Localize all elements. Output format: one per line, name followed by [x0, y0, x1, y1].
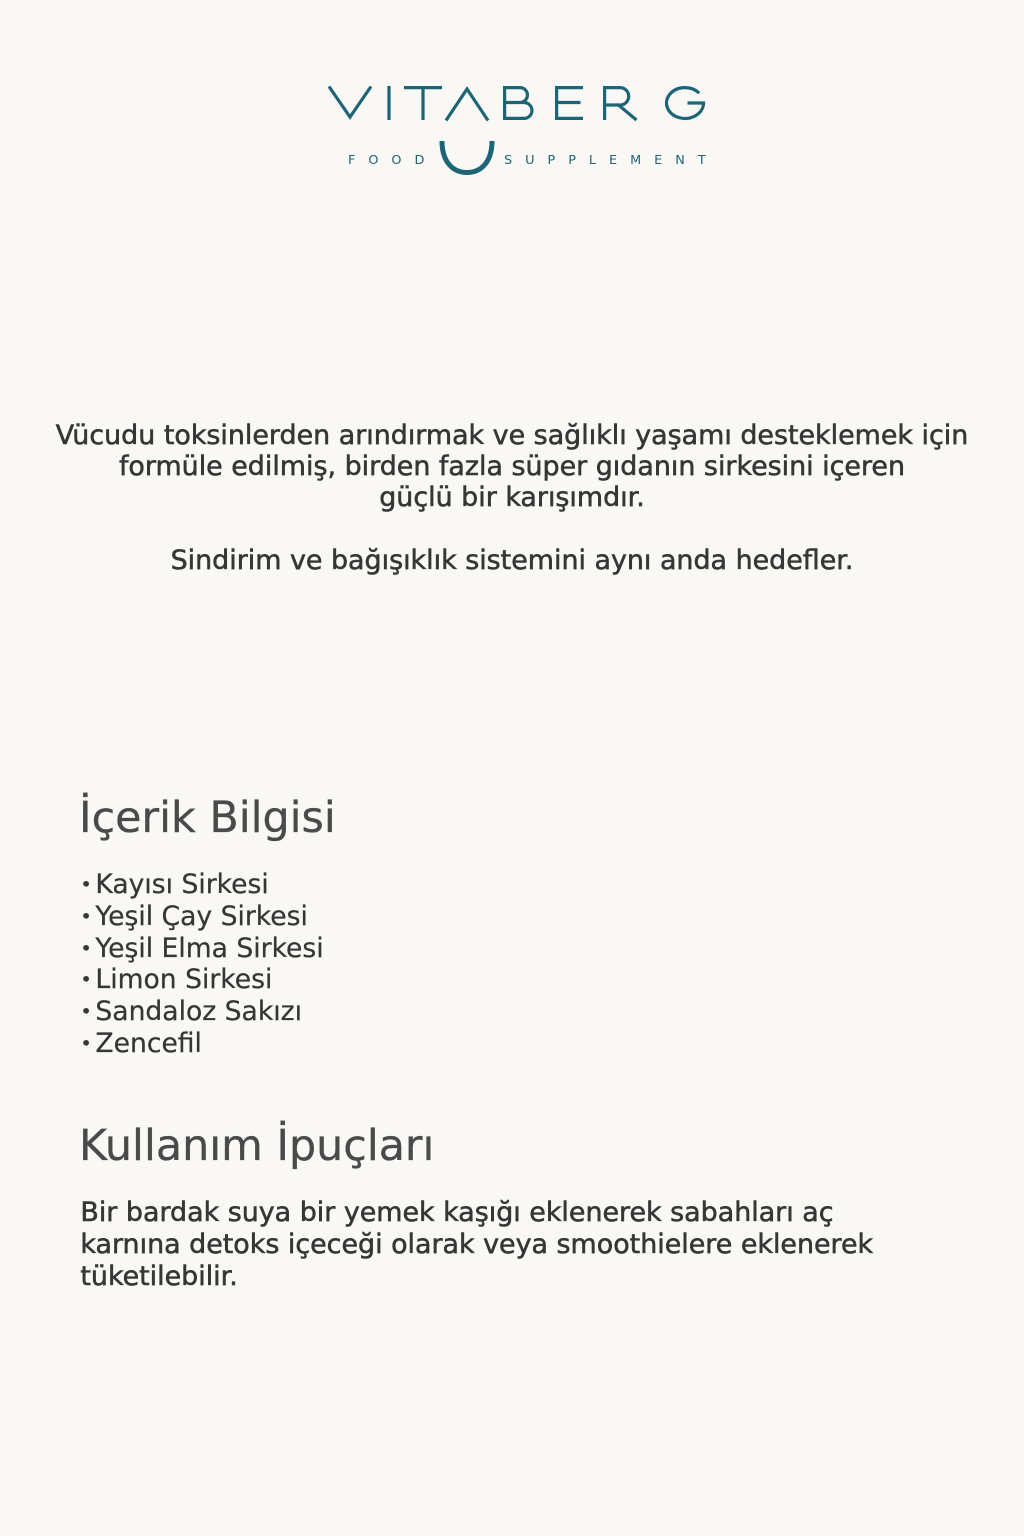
intro-paragraph: [0, 420, 1024, 513]
usage-line: Bir bardak suya bir yemek kaşığı eklenerek sabahları aç: [80, 1196, 834, 1228]
ingredient-item: [81, 964, 324, 996]
logo-letter-r: [605, 88, 637, 120]
vitaberg-logo: [0, 0, 1024, 200]
logo-letter-v: [329, 87, 371, 118]
ingredients-list: [81, 869, 324, 1060]
list-bullet: •: [80, 937, 92, 960]
ingredient-item: [81, 1028, 324, 1060]
ingredient-item: [81, 996, 324, 1028]
logo-droplet-icon: [442, 141, 492, 173]
ingredient-name: Sandaloz Sakızı: [95, 996, 302, 1028]
logo-tagline-food: FOOD: [348, 153, 438, 168]
usage-line: karnına detoks içeceği olarak veya smoothielere eklenerek: [80, 1228, 874, 1260]
ingredient-name: Limon Sirkesi: [95, 964, 273, 996]
logo-tagline-supplement: SUPPLEMENT: [504, 153, 719, 168]
list-bullet: •: [80, 874, 92, 896]
usage-title: Kullanım İpuçları: [79, 1121, 435, 1171]
list-bullet: •: [80, 905, 92, 928]
ingredient-name: Kayısı Sirkesi: [95, 869, 269, 900]
logo-letter-g: [667, 88, 704, 119]
intro-highlight: Sindirim ve bağışıklık sistemini aynı anda hedefler.: [170, 545, 854, 576]
logo-letter-e: [557, 88, 583, 119]
ingredient-name: Zencefil: [95, 1027, 202, 1059]
logo-letter-t: [404, 88, 442, 120]
list-bullet: •: [80, 1032, 92, 1055]
logo-droplet-top-icon: [446, 89, 488, 121]
intro-line: güçlü bir karışımdır.: [379, 482, 645, 513]
intro-line: formüle edilmiş, birden fazla süper gıdanın sirkesini içeren: [118, 451, 906, 482]
list-bullet: •: [80, 1001, 92, 1024]
ingredients-title: İçerik Bilgisi: [79, 793, 336, 843]
usage-line: tüketilebilir.: [80, 1260, 238, 1292]
list-bullet: •: [80, 969, 92, 992]
logo-letter-b: [503, 86, 532, 120]
ingredient-item: [81, 869, 324, 901]
ingredient-name: Yeşil Elma Sirkesi: [95, 932, 324, 964]
ingredient-item: [81, 933, 324, 965]
intro-line: Vücudu toksinlerden arındırmak ve sağlıklı yaşamı desteklemek için: [55, 420, 969, 451]
ingredient-name: Yeşil Çay Sirkesi: [95, 900, 308, 932]
usage-paragraph: [80, 1197, 873, 1293]
ingredient-item: [81, 901, 324, 933]
